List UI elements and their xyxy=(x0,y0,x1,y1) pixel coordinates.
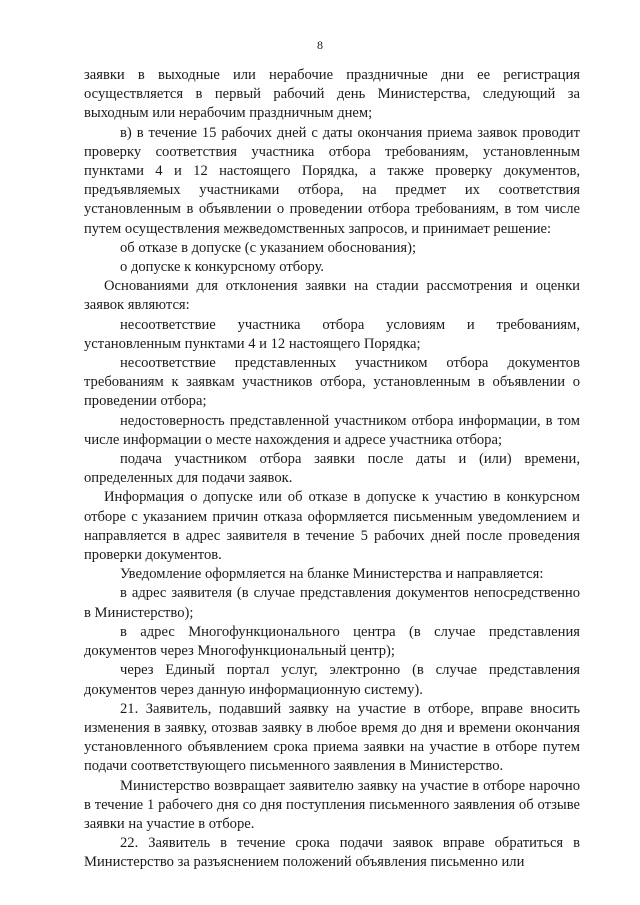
paragraph-ground-2: несоответствие представленных участником отбора документов требованиям к заявкам участников отбора, установленным в объявлении о проведении отбора; xyxy=(84,355,580,410)
paragraph-notification-info: Информация о допуске или об отказе в допуске к участию в конкурсном отборе с указанием причин отказа оформляется письменным уведомлением и направляется в адрес заявителя в течение 5 рабочих дней после проведения проверки документов. xyxy=(84,489,580,564)
paragraph-registration-continuation: заявки в выходные или нерабочие праздничные дни ее регистрация осуществляется в первый рабочий день Министерства, следующий за выходным или нерабочим праздничным днем; xyxy=(84,67,580,122)
paragraph-ground-4: подача участником отбора заявки после даты и (или) времени, определенных для подачи заявок. xyxy=(84,451,580,487)
paragraph-notification-form: Уведомление оформляется на бланке Министерства и направляется: xyxy=(120,566,544,583)
paragraph-ground-3: недостоверность представленной участником отбора информации, в том числе информации о месте нахождения и адресе участника отбора; xyxy=(84,412,580,448)
page-number: 8 xyxy=(317,38,323,52)
paragraph-delivery-applicant: в адрес заявителя (в случае представления документов непосредственно в Министерство); xyxy=(84,585,580,621)
paragraph-item-21: 21. Заявитель, подавший заявку на участие в отборе, вправе вносить изменения в заявку, отозвав заявку в любое время до дня и времени окончания установленного объявлением срока приема заявки на участие в отборе путем подачи соответствующего письменного заявления в Министерство. xyxy=(84,700,580,775)
paragraph-rejection-grounds: Основаниями для отклонения заявки на стадии рассмотрения и оценки заявок являются: xyxy=(84,278,580,314)
paragraph-decision-refusal: об отказе в допуске (с указанием обоснования); xyxy=(120,239,417,256)
document-body xyxy=(84,66,580,873)
paragraph-item-22: 22. Заявитель в течение срока подачи заявок вправе обратиться в Министерство за разъяснением положений объявления письменно или xyxy=(84,835,580,871)
paragraph-ground-1: несоответствие участника отбора условиям и требованиям, установленным пунктами 4 и 12 настоящего Порядка; xyxy=(84,316,580,352)
paragraph-decision-admission: о допуске к конкурсному отбору. xyxy=(120,259,325,276)
paragraph-return-application: Министерство возвращает заявителю заявку на участие в отборе нарочно в течение 1 рабочего дня со дня поступления письменного заявления об отзыве заявки на участие в отборе. xyxy=(84,777,580,832)
paragraph-delivery-mfc: в адрес Многофункционального центра (в случае представления документов через Многофункциональный центр); xyxy=(84,623,580,660)
paragraph-item-v: в) в течение 15 рабочих дней с даты окончания приема заявок проводит проверку соответствия участника отбора требованиям, установленным пунктами 4 и 12 настоящего Порядка, а также проверку документов, предъявляемых участниками отбора, на предмет их соответствия установленным в объявлении о проведении отбора требованиям, в том числе путем осуществления межведомственных запросов, и принимает решение: xyxy=(84,124,580,237)
paragraph-delivery-portal: через Единый портал услуг, электронно (в случае представления документов через данную информационную систему). xyxy=(84,662,580,698)
